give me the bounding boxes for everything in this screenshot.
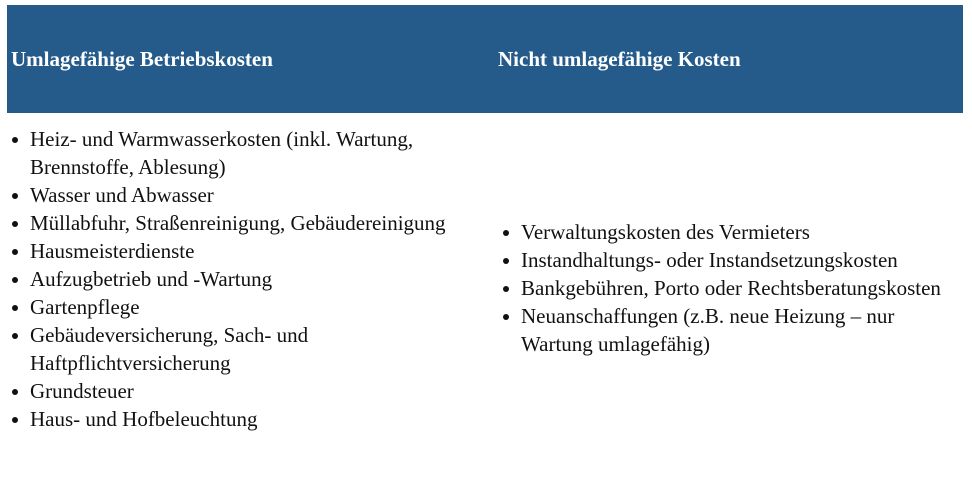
list-item: Müllabfuhr, Straßenreinigung, Gebäudereinigung — [7, 209, 478, 237]
list-umlagefaehig — [7, 125, 498, 433]
list-item: Instandhaltungs- oder Instandsetzungskosten — [498, 246, 961, 274]
list-item: Wasser und Abwasser — [7, 181, 478, 209]
list-item: Neuanschaffungen (z.B. neue Heizung – nur Wartung umlagefähig) — [498, 302, 961, 358]
list-item: Aufzugbetrieb und -Wartung — [7, 265, 478, 293]
table-header-row — [7, 5, 963, 113]
list-item: Haus- und Hofbeleuchtung — [7, 405, 478, 433]
cell-nicht-umlagefaehig — [498, 113, 963, 463]
list-item: Hausmeisterdienste — [7, 237, 478, 265]
cost-table — [7, 5, 963, 463]
list-item: Verwaltungskosten des Vermieters — [498, 218, 961, 246]
list-item: Bankgebühren, Porto oder Rechtsberatungskosten — [498, 274, 961, 302]
list-item: Gebäudeversicherung, Sach- und Haftpflichtversicherung — [7, 321, 478, 377]
list-item: Heiz- und Warmwasserkosten (inkl. Wartung, Brennstoffe, Ablesung) — [7, 125, 478, 181]
list-item: Gartenpflege — [7, 293, 478, 321]
list-nicht-umlagefaehig — [498, 218, 961, 358]
header-umlagefaehig: Umlagefähige Betriebskosten — [11, 46, 273, 71]
table-body-row — [7, 113, 963, 463]
cell-umlagefaehig — [7, 113, 498, 463]
header-nicht-umlagefaehig: Nicht umlagefähige Kosten — [498, 46, 741, 71]
list-item: Grundsteuer — [7, 377, 478, 405]
